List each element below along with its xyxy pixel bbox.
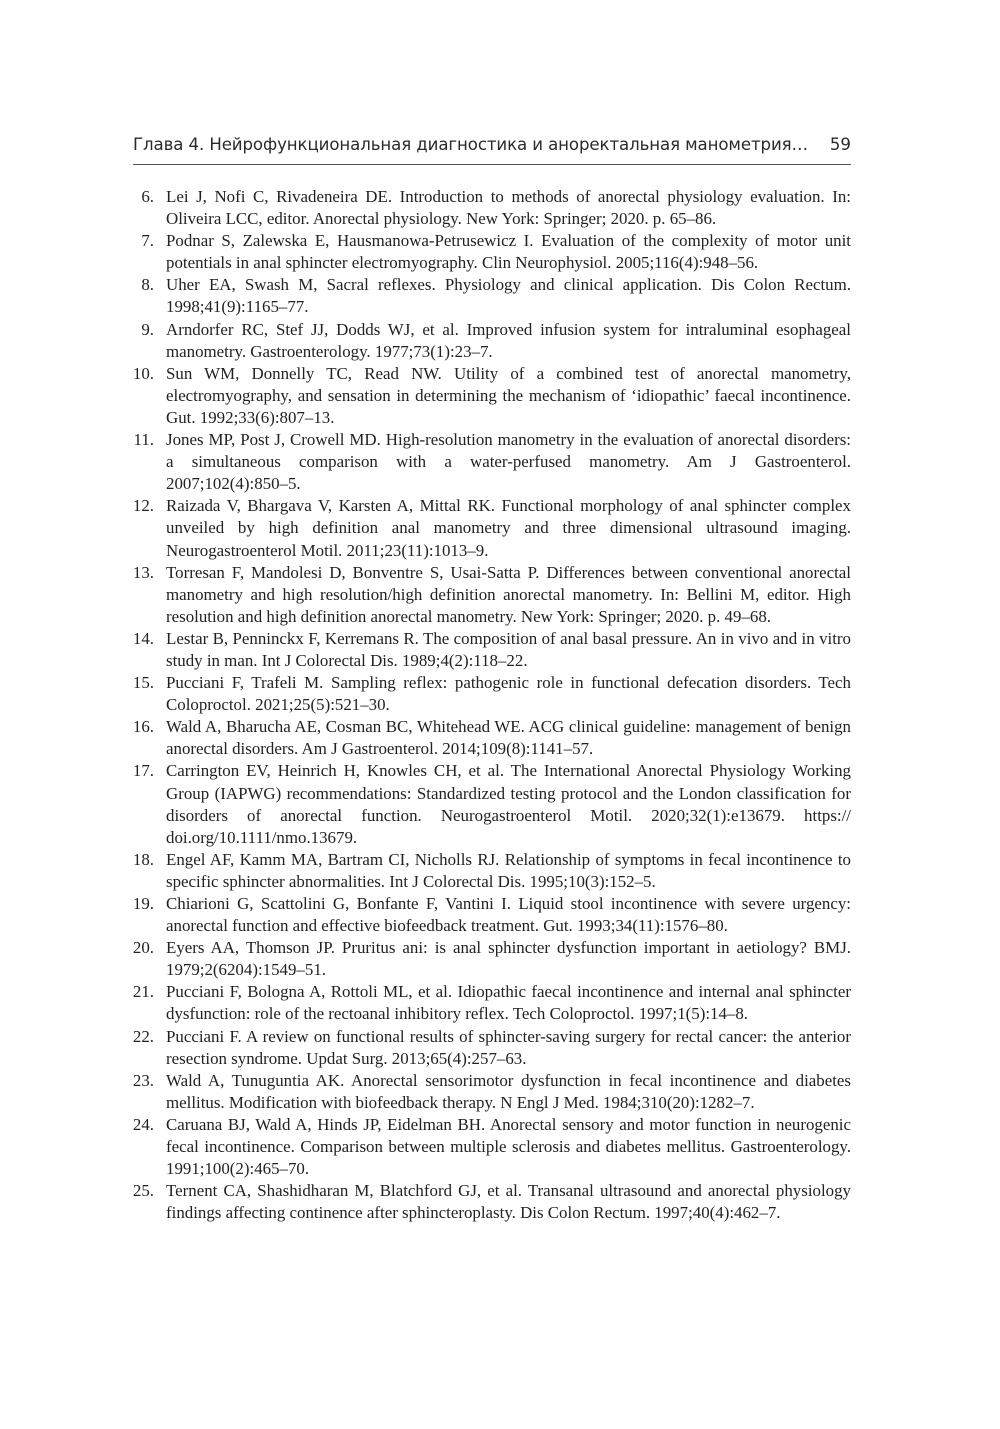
reference-text: Lestar B, Penninckx F, Kerremans R. The composition of anal basal pressure. An in vivo and in vitro study in man. Int J Colorectal Dis. 1989;4(2):118–22.	[166, 628, 851, 670]
reference-number: 9.	[141, 319, 154, 339]
reference-number: 13.	[132, 562, 154, 582]
reference-item	[128, 716, 851, 760]
reference-text: Jones MP, Post J, Crowell MD. High-resolution manometry in the evaluation of anorectal disorders: a simultaneous comparison with a water-perfused manometry. Am J Gastroenterol. 2007;102(4):850–5.	[166, 430, 851, 494]
reference-item	[128, 1114, 851, 1180]
reference-text: Carrington EV, Heinrich H, Knowles CH, et al. The International Anorectal Physiology Working Group (IAPWG) recommendations: Standardized testing protocol and the London classification for disorders of anorectal function. Neurogastroenterol Motil. 2020;32(1):e13679. https:// doi.org/10.1111/nmo.13679.	[166, 761, 851, 847]
reference-number: 7.	[141, 231, 154, 251]
reference-item	[128, 363, 851, 429]
reference-text: Arndorfer RC, Stef JJ, Dodds WJ, et al. Improved infusion system for intraluminal esophageal manometry. Gastroenterology. 1977;73(1):23–7.	[166, 319, 851, 361]
reference-number: 25.	[132, 1181, 154, 1201]
chapter-title: Глава 4. Нейрофункциональная диагностика и аноректальная манометрия…	[133, 135, 809, 154]
reference-number: 23.	[132, 1070, 154, 1090]
reference-item	[128, 760, 851, 848]
reference-item	[128, 628, 851, 672]
reference-number: 24.	[132, 1114, 154, 1134]
reference-text: Chiarioni G, Scattolini G, Bonfante F, Vantini I. Liquid stool incontinence with severe urgency: anorectal function and effective biofeedback treatment. Gut. 1993;34(11):1576–80.	[166, 894, 851, 936]
reference-text: Uher EA, Swash M, Sacral reflexes. Physiology and clinical application. Dis Colon Rectum. 1998;41(9):1165–77.	[166, 275, 851, 317]
reference-number: 21.	[132, 982, 154, 1002]
reference-item	[128, 937, 851, 981]
reference-number: 19.	[132, 894, 154, 913]
page-number: 59	[829, 135, 851, 154]
reference-item	[128, 893, 851, 937]
reference-item	[128, 1070, 851, 1114]
running-header	[133, 133, 851, 161]
reference-item	[128, 981, 851, 1025]
reference-item	[128, 1026, 851, 1070]
reference-number: 11.	[133, 430, 154, 450]
reference-item	[128, 429, 851, 495]
reference-list	[128, 186, 851, 1224]
reference-item	[128, 186, 851, 230]
reference-text: Pucciani F. A review on functional results of sphincter-saving surgery for rectal cancer: the anterior resection syndrome. Updat Surg. 2013;65(4):257–63.	[166, 1026, 851, 1068]
reference-number: 14.	[132, 628, 154, 648]
reference-item	[128, 849, 851, 893]
reference-item	[128, 230, 851, 274]
reference-text: Pucciani F, Trafeli M. Sampling reflex: pathogenic role in functional defecation disorders. Tech Coloproctol. 2021;25(5):521–30.	[166, 673, 851, 715]
reference-number: 20.	[132, 938, 154, 958]
reference-item	[128, 1180, 851, 1224]
reference-text: Sun WM, Donnelly TC, Read NW. Utility of a combined test of anorectal manometry, electromyography, and sensation in determining the mechanism of ‘idiopathic’ faecal incontinence. Gut. 1992;33(6):807–13.	[166, 363, 851, 427]
reference-text: Caruana BJ, Wald A, Hinds JP, Eidelman BH. Anorectal sensory and motor function in neurogenic fecal incontinence. Comparison between multiple sclerosis and diabetes mellitus. Gastroenterology. 1991;100(2):465–70.	[166, 1114, 851, 1179]
reference-text: Wald A, Tunuguntia AK. Anorectal sensorimotor dysfunction in fecal incontinence and diabetes mellitus. Modification with biofeedback therapy. N Engl J Med. 1984;310(20):1282–7.	[166, 1070, 851, 1112]
reference-text: Ternent CA, Shashidharan M, Blatchford GJ, et al. Transanal ultrasound and anorectal physiology findings affecting continence after sphincteroplasty. Dis Colon Rectum. 1997;40(4):462–7.	[166, 1181, 851, 1223]
reference-number: 8.	[141, 275, 154, 295]
reference-item	[128, 562, 851, 628]
reference-number: 17.	[132, 761, 154, 781]
reference-number: 16.	[132, 717, 154, 737]
reference-item	[128, 672, 851, 716]
reference-item	[128, 274, 851, 318]
reference-text: Wald A, Bharucha AE, Cosman BC, Whitehead WE. ACG clinical guideline: management of benign anorectal disorders. Am J Gastroenterol. 2014;109(8):1141–57.	[166, 717, 851, 759]
reference-text: Pucciani F, Bologna A, Rottoli ML, et al. Idiopathic faecal incontinence and internal anal sphincter dysfunction: role of the rectoanal inhibitory reflex. Tech Coloproctol. 1997;1(5):14–8.	[166, 982, 851, 1024]
reference-number: 10.	[132, 363, 154, 383]
reference-number: 12.	[132, 496, 154, 516]
reference-item	[128, 495, 851, 561]
reference-number: 18.	[132, 849, 154, 869]
header-rule	[133, 164, 851, 165]
reference-text: Eyers AA, Thomson JP. Pruritus ani: is anal sphincter dysfunction important in aetiology? BMJ. 1979;2(6204):1549–51.	[166, 938, 851, 980]
reference-text: Torresan F, Mandolesi D, Bonventre S, Usai-Satta P. Differences between conventional anorectal manometry and high resolution/high definition anorectal manometry. In: Bellini M, editor. High resolution and high definition anorectal manometry. New York: Springer; 2020. p. 49–68.	[166, 562, 851, 626]
reference-number: 6.	[141, 187, 154, 206]
reference-text: Raizada V, Bhargava V, Karsten A, Mittal RK. Functional morphology of anal sphincter complex unveiled by high definition anal manometry and three dimensional ultrasound imaging. Neurogastroenterol Motil. 2011;23(11):1013–9.	[166, 496, 851, 560]
reference-text: Lei J, Nofi C, Rivadeneira DE. Introduction to methods of anorectal physiology evaluation. In: Oliveira LCC, editor. Anorectal physiology. New York: Springer; 2020. p. 65–86.	[166, 187, 851, 229]
reference-item	[128, 319, 851, 363]
reference-text: Podnar S, Zalewska E, Hausmanowa-Petrusewicz I. Evaluation of the complexity of motor unit potentials in anal sphincter electromyography. Clin Neurophysiol. 2005;116(4):948–56.	[166, 231, 851, 273]
reference-text: Engel AF, Kamm MA, Bartram CI, Nicholls RJ. Relationship of symptoms in fecal incontinence to specific sphincter abnormalities. Int J Colorectal Dis. 1995;10(3):152–5.	[166, 849, 851, 891]
reference-number: 22.	[132, 1026, 154, 1046]
reference-number: 15.	[132, 673, 154, 693]
